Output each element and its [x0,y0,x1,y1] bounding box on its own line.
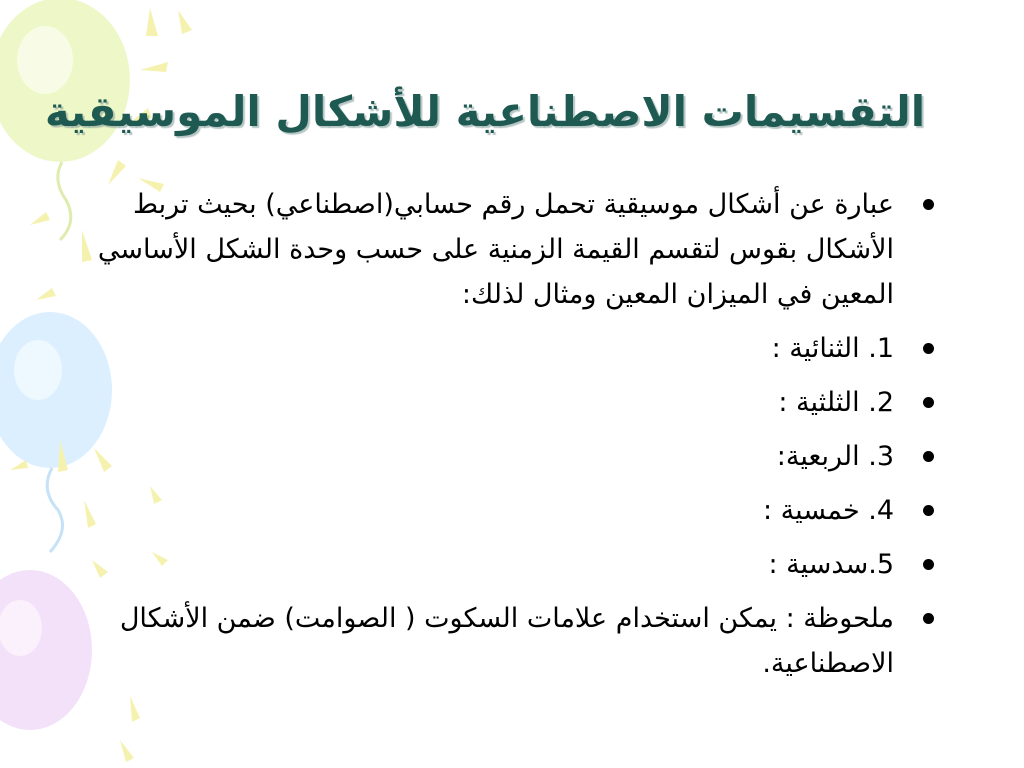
bullet-dot-icon [923,397,934,408]
bullet-dot-icon [923,343,934,354]
list-item-text: ملحوظة : يمكن استخدام علامات السكوت ( الصوامت) ضمن الأشكال الاصطناعية. [119,603,894,679]
list-item [70,488,950,533]
list-item [70,434,950,479]
list-item-text: 5.سدسية : [768,549,894,580]
slide-content [70,182,950,695]
bullet-list [70,182,950,686]
list-item-text: 2. الثلثية : [778,387,894,418]
bullet-dot-icon [923,559,934,570]
list-item [70,596,950,686]
bullet-dot-icon [923,451,934,462]
list-item [70,182,950,317]
list-item [70,542,950,587]
bullet-dot-icon [923,613,934,624]
list-item-text: 1. الثنائية : [771,333,894,364]
bullet-dot-icon [923,199,934,210]
list-item-text: 3. الربعية: [776,441,894,472]
list-item [70,326,950,371]
list-item [70,380,950,425]
bullet-dot-icon [923,505,934,516]
list-item-text: عبارة عن أشكال موسيقية تحمل رقم حسابي(اصطناعي) بحيث تربط الأشكال بقوس لتقسم القيمة الزمنية على حسب وحدة الشكل الأساسي المعين في الميزان المعين ومثال لذلك: [97,189,894,310]
slide-title: التقسيمات الاصطناعية للأشكال الموسيقية [44,87,926,136]
list-item-text: 4. خمسية : [762,495,894,526]
